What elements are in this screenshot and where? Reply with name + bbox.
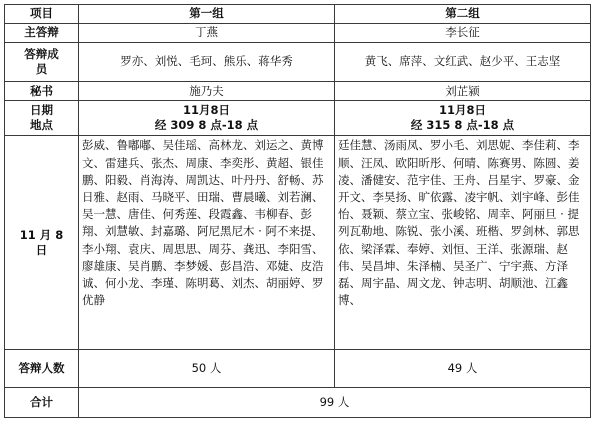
datetime-label: 日期地点	[5, 100, 79, 135]
students-group1: 彭威、鲁嘟嘟、吴佳瑶、高林龙、刘运之、黄博文、雷建兵、张杰、周康、李奕彤、黄超、银佳鹏、阳毅、肖海涛、周凯达、叶丹丹、舒畅、苏日雅、赵雨、马晓平、田瑞、曹晨曦、刘若澜、吴一慧、唐佳、何秀莲、段霞鑫、韦柳春、彭翔、刘慧敏、封嘉璐、阿尼黑尼木 · 阿不来提、李小翔、袁庆、周思思、周芬、龚迅、李阳雪、廖雄康、吴肖鹏、李梦媛、彭昌浩、邓婕、皮浩诚、何小龙、李瑾、陈明葛、刘杰、胡丽婷、罗优静	[79, 136, 335, 350]
total-row	[5, 387, 591, 417]
chief-row	[5, 23, 591, 42]
chief-group1: 丁燕	[79, 23, 335, 42]
defense-schedule-table	[4, 4, 591, 418]
datetime-group1	[79, 100, 335, 135]
secretary-label: 秘书	[5, 82, 79, 101]
datetime-group2	[335, 100, 591, 135]
members-group1: 罗亦、刘悦、毛珂、熊乐、蒋华秀	[79, 42, 335, 82]
date-group1: 11月8日	[182, 103, 230, 118]
header-item-label: 项目	[5, 5, 79, 24]
total-value: 99 人	[79, 387, 591, 417]
students-row	[5, 136, 591, 350]
count-group1: 50 人	[79, 350, 335, 388]
students-date-label: 11 月 8 日	[5, 136, 79, 350]
header-group2: 第二组	[335, 5, 591, 24]
date-group2: 11月8日	[438, 103, 486, 118]
total-label: 合计	[5, 387, 79, 417]
secretary-group2: 刘芷颍	[335, 82, 591, 101]
secretary-row	[5, 82, 591, 101]
members-label: 答辩成员	[5, 42, 79, 82]
chief-group2: 李长征	[335, 23, 591, 42]
count-group2: 49 人	[335, 350, 591, 388]
count-label: 答辩人数	[5, 350, 79, 388]
chief-label: 主答辩	[5, 23, 79, 42]
header-row	[5, 5, 591, 24]
students-group2: 廷佳慧、汤雨凤、罗小毛、刘思妮、李佳莉、李顺、汪凤、欧阳昕彤、何晴、陈赛男、陈圆、姜凌、潘健安、范宇佳、王舟、吕星宇、罗豪、金开文、李昊扬、旷依露、凌宇帆、刘宇峰、彭佳怡、聂颖、蔡立宝、张峻铭、周幸、阿丽旦 · 提列瓦勒地、陈锐、张小溪、班楷、罗剑林、郭思依、梁泽霖、奉婷、刘恒、王洋、张源瑞、赵伟、吴昌坤、朱泽楠、吴圣广、宁宇燕、方泽磊、周宇晶、周文龙、钟志明、胡顺池、江鑫博、	[335, 136, 591, 350]
datetime-row	[5, 100, 591, 135]
members-group2: 黄飞、席萍、文红武、赵少平、王志坚	[335, 42, 591, 82]
place-group2: 经 315 8 点-18 点	[410, 118, 515, 133]
place-group1: 经 309 8 点-18 点	[154, 118, 259, 133]
members-row	[5, 42, 591, 82]
header-group1: 第一组	[79, 5, 335, 24]
secretary-group1: 施乃夫	[79, 82, 335, 101]
count-row	[5, 350, 591, 388]
